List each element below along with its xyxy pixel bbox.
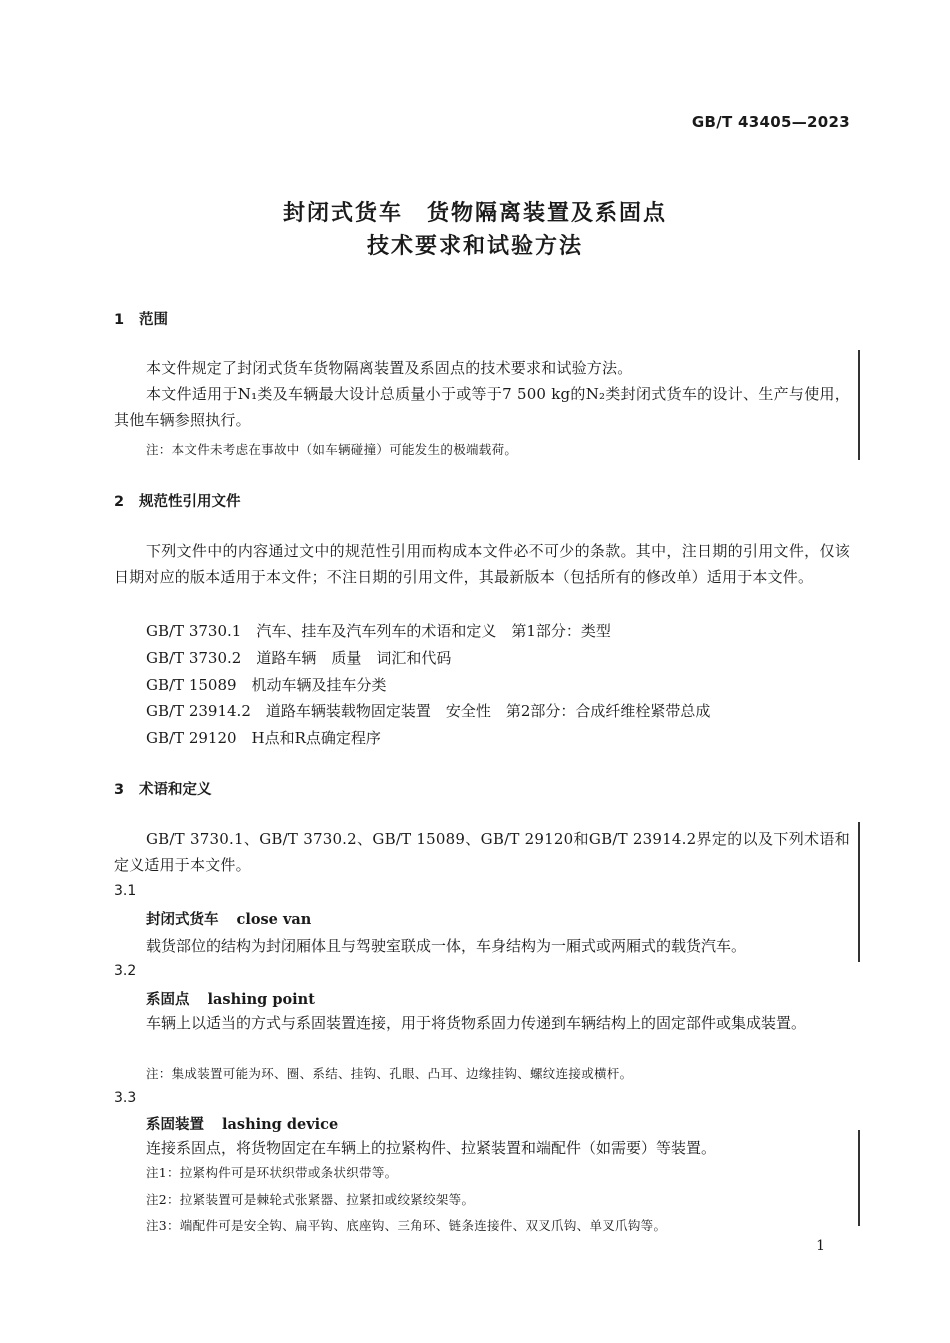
section-2-heading: [114, 490, 241, 511]
term-english: close van: [236, 911, 312, 928]
revision-bar: [858, 822, 860, 962]
section-title: 术语和定义: [139, 782, 212, 798]
term-definition: 载货部位的结构为封闭厢体且与驾驶室联成一体，车身结构为一厢式或两厢式的载货汽车。: [146, 937, 747, 955]
section-number: 2: [114, 494, 125, 510]
reference-item: GB/T 29120 H点和R点确定程序: [146, 729, 381, 747]
section-title: 规范性引用文件: [139, 494, 241, 510]
document-title-line2: 技术要求和试验方法: [366, 234, 583, 259]
term-note: 注：集成装置可能为环、圈、系结、挂钩、孔眼、凸耳、边缘挂钩、螺纹连接或横杆。: [146, 1066, 633, 1081]
term-chinese: 封闭式货车: [146, 912, 219, 928]
reference-item: GB/T 15089 机动车辆及挂车分类: [146, 676, 387, 694]
page-number: 1: [816, 1238, 825, 1254]
term-english: lashing device: [222, 1116, 339, 1133]
section-1-paragraph-1: 本文件规定了封闭式货车货物隔离装置及系固点的技术要求和试验方法。: [146, 359, 633, 377]
section-1-paragraph-2: 本文件适用于N₁类及车辆最大设计总质量小于或等于7 500 kg的N₂类封闭式货车的设计、生产与使用，其他车辆参照执行。: [114, 385, 850, 429]
term-note: 注3：端配件可是安全钩、扁平钩、底座钩、三角环、链条连接件、双叉爪钩、单叉爪钩等。: [146, 1218, 667, 1233]
term-english: lashing point: [207, 991, 315, 1008]
term-entry: [146, 988, 315, 1009]
section-number: 3: [114, 782, 125, 798]
reference-item: GB/T 3730.2 道路车辆 质量 词汇和代码: [146, 649, 452, 667]
document-title-line1: 封闭式货车 货物隔离装置及系固点: [282, 201, 667, 226]
reference-item: GB/T 3730.1 汽车、挂车及汽车列车的术语和定义 第1部分：类型: [146, 622, 611, 640]
term-note: 注2：拉紧装置可是棘轮式张紧器、拉紧扣或绞紧绞架等。: [146, 1192, 475, 1207]
revision-bar: [858, 350, 860, 460]
section-number: 1: [114, 312, 125, 328]
term-definition: 连接系固点，将货物固定在车辆上的拉紧构件、拉紧装置和端配件（如需要）等装置。: [146, 1139, 717, 1157]
reference-item: GB/T 23914.2 道路车辆装载物固定装置 安全性 第2部分：合成纤维栓紧带总成: [146, 702, 711, 720]
term-number: 3.3: [114, 1090, 137, 1106]
section-title: 范围: [139, 312, 168, 328]
term-number: 3.2: [114, 963, 137, 979]
revision-bar: [858, 1130, 860, 1226]
section-1-note: 注：本文件未考虑在事故中（如车辆碰撞）可能发生的极端载荷。: [146, 442, 518, 457]
term-note: 注1：拉紧构件可是环状织带或条状织带等。: [146, 1165, 398, 1180]
term-entry: [146, 1113, 338, 1134]
term-number: 3.1: [114, 883, 137, 899]
term-definition: 车辆上以适当的方式与系固装置连接，用于将货物系固力传递到车辆结构上的固定部件或集成装置。: [146, 1014, 807, 1032]
standard-code: GB/T 43405—2023: [691, 113, 850, 131]
section-3-intro: GB/T 3730.1、GB/T 3730.2、GB/T 15089、GB/T 29120和GB/T 23914.2界定的以及下列术语和定义适用于本文件。: [114, 830, 850, 874]
section-3-heading: [114, 778, 212, 799]
term-chinese: 系固装置: [146, 1117, 204, 1133]
section-2-intro: 下列文件中的内容通过文中的规范性引用而构成本文件必不可少的条款。其中，注日期的引用文件，仅该日期对应的版本适用于本文件；不注日期的引用文件，其最新版本（包括所有的修改单）适用于本文件。: [114, 542, 850, 586]
term-chinese: 系固点: [146, 992, 190, 1008]
section-1-heading: [114, 308, 168, 329]
term-entry: [146, 908, 311, 929]
